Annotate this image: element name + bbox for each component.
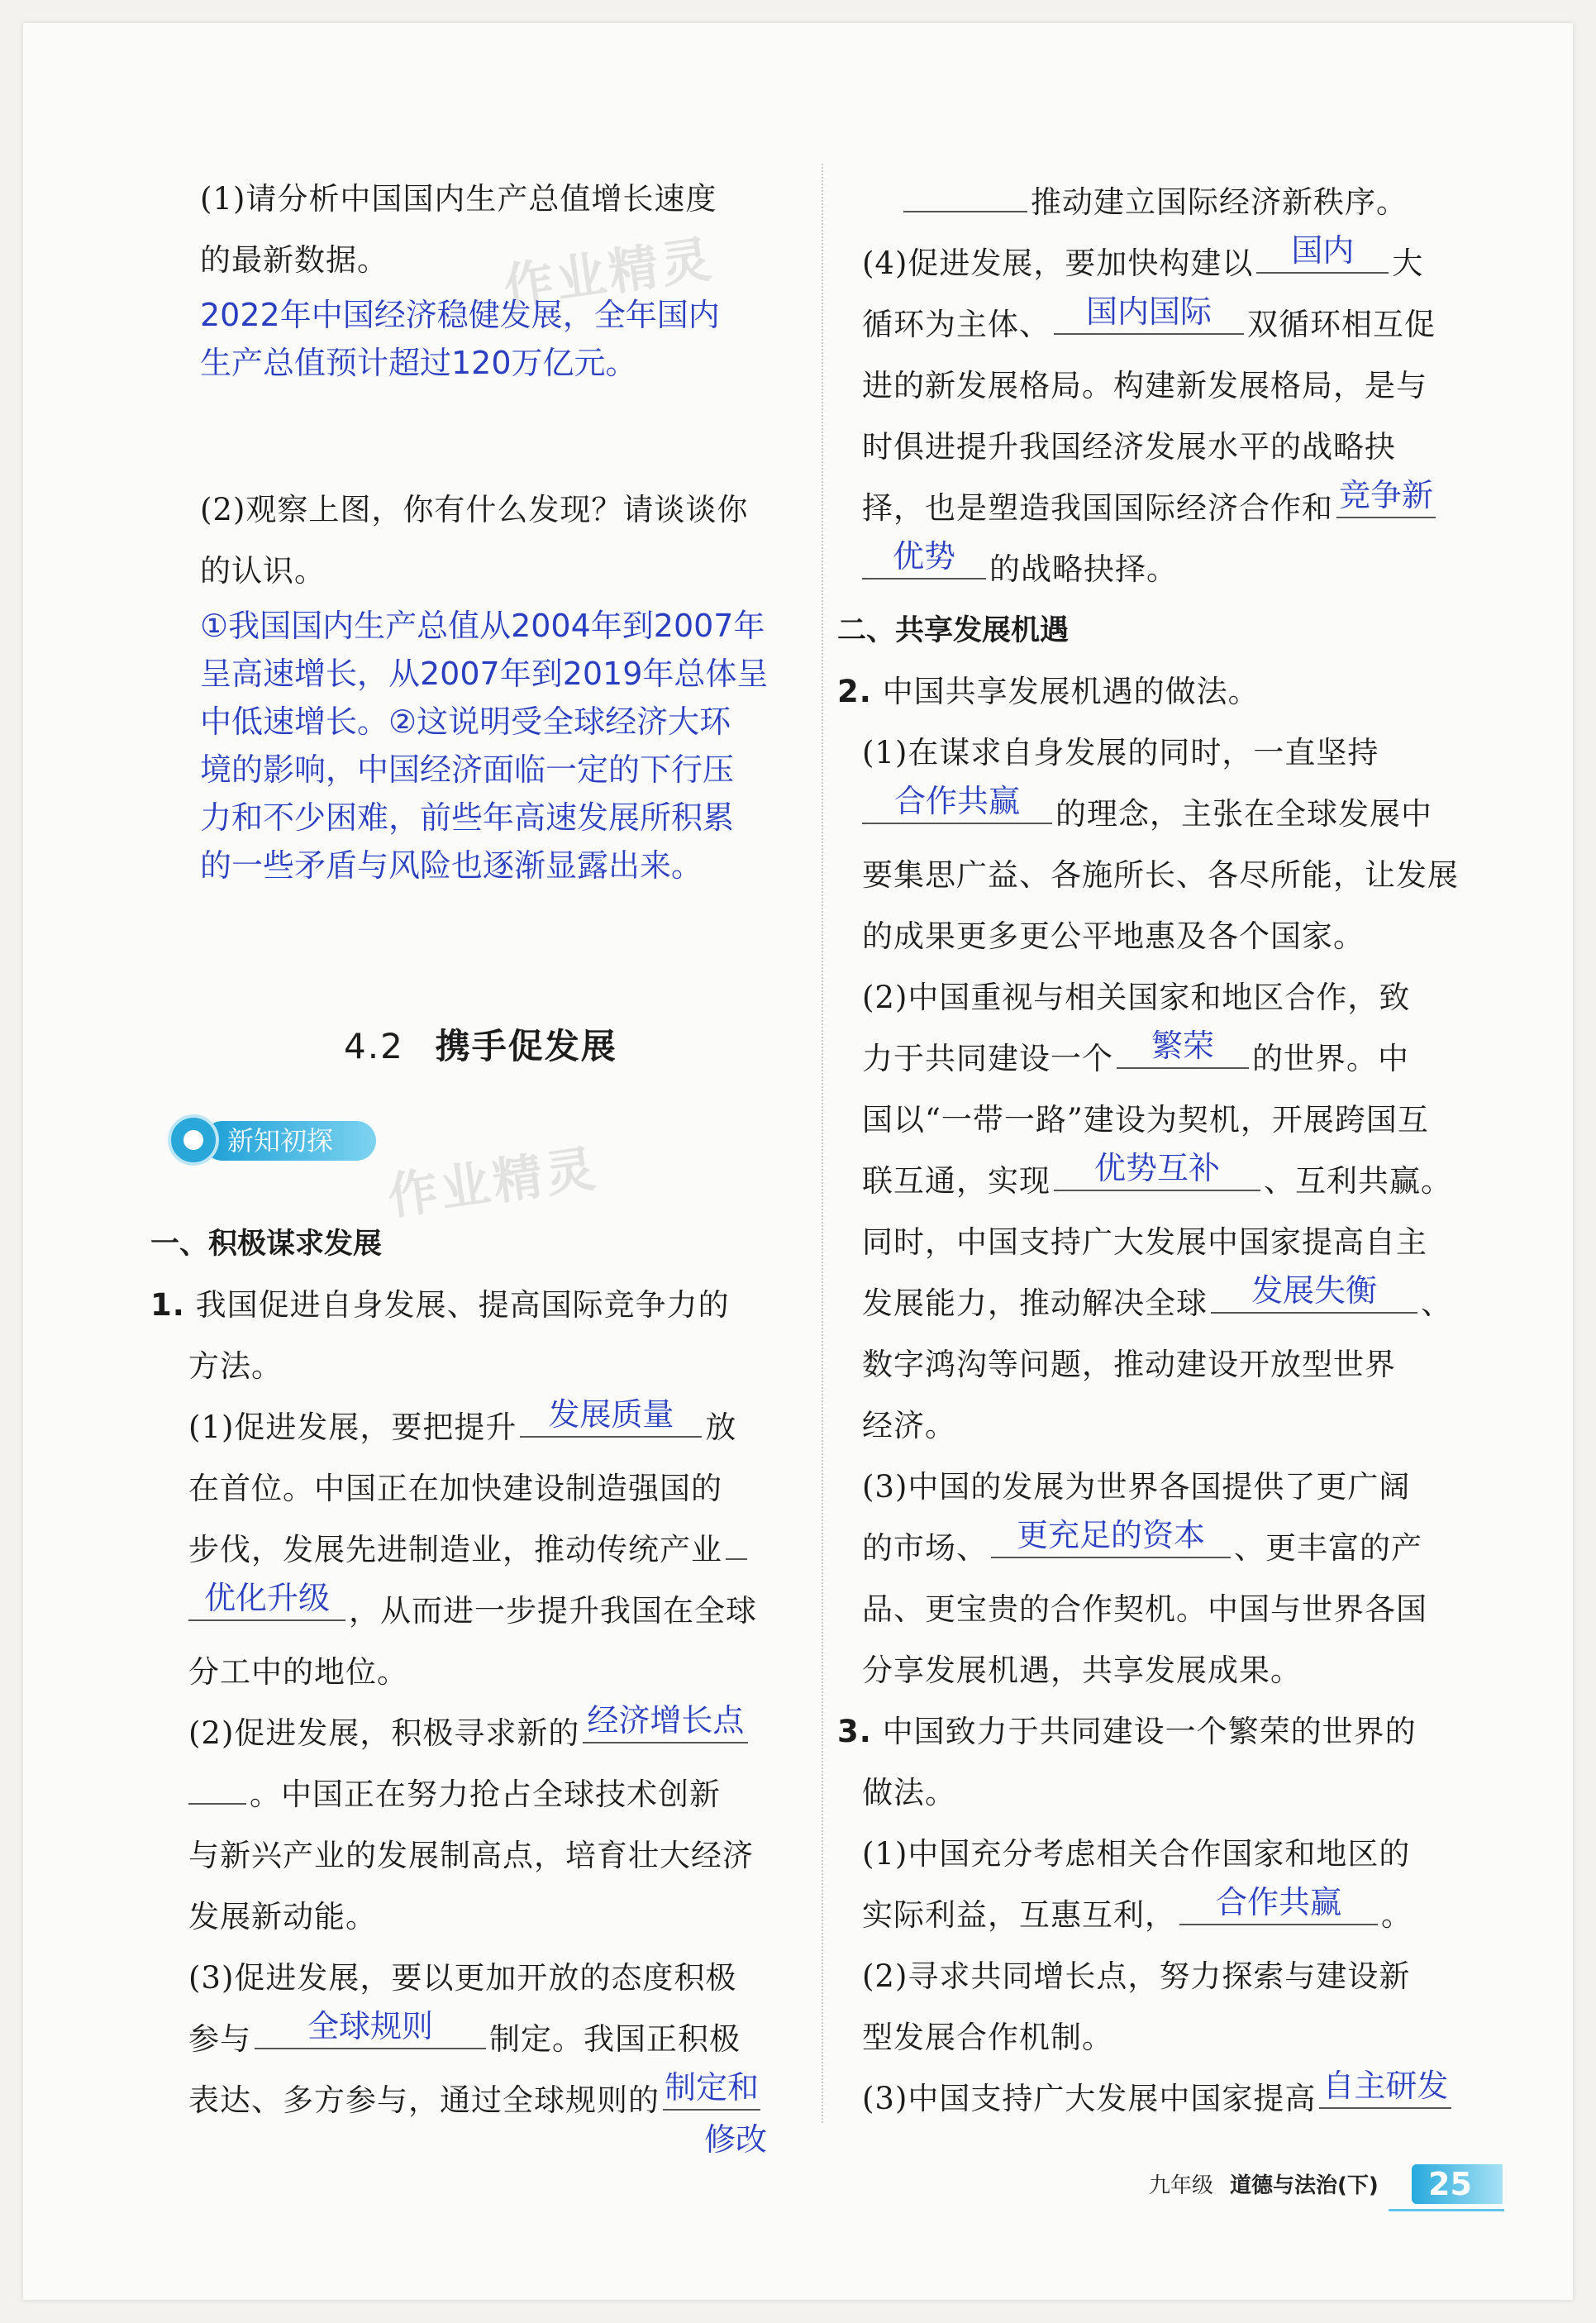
fill-line (150, 1703, 816, 1764)
left-column-lower (150, 1214, 816, 2156)
fill-blank[interactable] (663, 2069, 760, 2111)
fill-text: 推动建立国际经济新秩序。 (1031, 184, 1408, 220)
fill-text: 的战略抉择。 (989, 551, 1178, 587)
fill-line: 做法。 (862, 1775, 956, 1810)
fill-line (862, 1885, 1498, 1946)
fill-line: (2)中国重视与相关国家和地区合作，致 (862, 980, 1411, 1015)
fill-line (150, 2070, 816, 2131)
fill-answer: 优势 (892, 538, 955, 575)
fill-line (862, 1151, 1498, 1212)
left-column (200, 169, 816, 890)
fill-answer: 竞争新 (1338, 477, 1433, 513)
handwritten-answer: 中低速增长。②这说明受全球经济大环 (200, 704, 731, 740)
fill-text: (1)促进发展，要把提升 (188, 1410, 517, 1445)
fill-blank[interactable] (1211, 1272, 1417, 1314)
fill-text: (3)中国支持广大发展中国家提高 (862, 2081, 1317, 2116)
column-divider (822, 164, 823, 2123)
lesson-number: 4.2 (344, 1026, 404, 1066)
item-text: 中国共享发展机遇的做法。 (882, 674, 1260, 709)
fill-answer: 国内国际 (1085, 293, 1212, 330)
fill-line (862, 172, 1498, 233)
fill-line (150, 1764, 816, 1825)
fill-answer: 自主研发 (1322, 2068, 1449, 2104)
handwritten-answer: 生产总值预计超过120万亿元。 (200, 345, 637, 381)
lesson-title (344, 1019, 617, 1069)
fill-line (150, 2009, 816, 2070)
fill-line (150, 1581, 816, 1642)
fill-answer: 繁荣 (1151, 1028, 1214, 1064)
fill-answer: 发展失衡 (1251, 1272, 1377, 1309)
target-icon (168, 1114, 219, 1166)
fill-blank[interactable] (1054, 293, 1244, 335)
fill-text: ，从而进一步提升我国在全球 (349, 1593, 757, 1629)
fill-text: 择，也是塑造我国国际经济合作和 (862, 490, 1333, 526)
fill-line (862, 784, 1498, 845)
fill-answer: 国内 (1291, 232, 1355, 269)
fill-line: (3)中国的发展为世界各国提供了更广阔 (862, 1469, 1411, 1505)
fill-line: 同时，中国支持广大发展中国家提高自主 (862, 1224, 1427, 1260)
new-knowledge-badge (168, 1114, 381, 1166)
fill-answer: 优势互补 (1093, 1150, 1220, 1186)
item-text: 我国促进自身发展、提高国际竞争力的 (195, 1287, 730, 1323)
fill-text: 表达、多方参与，通过全球规则的 (188, 2082, 660, 2118)
fill-line (862, 1028, 1498, 1090)
right-column (837, 172, 1498, 2130)
fill-text: 。 (1381, 1897, 1413, 1933)
handwritten-answer: 修改 (704, 2121, 768, 2158)
footer-rule (1389, 2209, 1504, 2211)
fill-line: 要集思广益、各施所长、各尽所能，让发展 (862, 857, 1459, 893)
fill-line: 在首位。中国正在加快建设制造强国的 (188, 1471, 722, 1506)
fill-blank[interactable] (1054, 1150, 1260, 1191)
item-2-line (837, 661, 1498, 723)
fill-line (862, 478, 1498, 539)
item-number: 1. (150, 1287, 185, 1323)
fill-line: 数字鸿沟等问题，推动建设开放型世界 (862, 1347, 1396, 1382)
fill-answer: 合作共赢 (893, 783, 1020, 819)
fill-line: 分工中的地位。 (188, 1654, 408, 1690)
fill-blank[interactable] (862, 538, 986, 580)
fill-answer: 合作共赢 (1215, 1884, 1341, 1920)
fill-line (150, 1397, 816, 1458)
fill-line (862, 1273, 1498, 1334)
page-number: 25 (1412, 2164, 1503, 2204)
fill-blank[interactable] (862, 783, 1052, 824)
question-1-line: (1)请分析中国国内生产总值增长速度 (200, 181, 717, 217)
fill-text: 、更丰富的产 (1234, 1530, 1422, 1566)
fill-line (862, 233, 1498, 294)
fill-line: 经济。 (862, 1408, 956, 1443)
fill-text: 的理念，主张在全球发展中 (1055, 796, 1432, 832)
item-1-line (150, 1275, 816, 1336)
handwritten-answer: 力和不少困难，前些年高速发展所积累 (200, 799, 735, 836)
question-2-line: (2)观察上图，你有什么发现？请谈谈你 (200, 492, 749, 527)
fill-text: 双循环相互促 (1247, 307, 1436, 342)
fill-blank[interactable] (1336, 477, 1436, 518)
workbook-page (23, 23, 1573, 2300)
fill-line (862, 294, 1498, 355)
footer-grade: 九年级 (1149, 2173, 1214, 2198)
fill-line: (1)中国充分考虑相关合作国家和地区的 (862, 1836, 1411, 1872)
fill-text: 步伐，发展先进制造业，推动传统产业 (188, 1532, 722, 1567)
fill-text: (2)促进发展，积极寻求新的 (188, 1715, 580, 1751)
item-text: 中国致力于共同建设一个繁荣的世界的 (882, 1714, 1417, 1749)
item-1-line: 方法。 (188, 1348, 283, 1384)
fill-line: (2)寻求共同增长点，努力探索与建设新 (862, 1958, 1411, 1994)
fill-line (862, 1518, 1498, 1579)
fill-answer: 全球规则 (307, 2008, 433, 2044)
fill-text: 放 (705, 1410, 737, 1445)
fill-answer: 发展质量 (548, 1396, 674, 1433)
fill-text: 的世界。中 (1252, 1041, 1409, 1076)
section-heading-1: 一、积极谋求发展 (150, 1228, 383, 1261)
fill-blank-start[interactable] (726, 1525, 747, 1560)
item-3-line (837, 1701, 1498, 1763)
badge-label: 新知初探 (202, 1121, 376, 1161)
question-2-line: 的认识。 (200, 553, 326, 589)
fill-line (862, 539, 1498, 600)
fill-blank[interactable] (520, 1396, 702, 1438)
fill-line: (3)促进发展，要以更加开放的态度积极 (188, 1960, 737, 1996)
fill-text: 实际利益，互惠互利， (862, 1897, 1176, 1933)
fill-text: 参与 (188, 2021, 251, 2057)
fill-text: 大 (1392, 246, 1424, 281)
fill-line: (1)在谋求自身发展的同时，一直坚持 (862, 735, 1379, 770)
handwritten-answer: 呈高速增长，从2007年到2019年总体呈 (200, 656, 769, 692)
fill-text: 联互通，实现 (862, 1163, 1051, 1199)
fill-line: 发展新动能。 (188, 1899, 377, 1934)
fill-text: 、互利共赢。 (1264, 1163, 1452, 1199)
fill-blank[interactable] (991, 1517, 1231, 1558)
item-number: 3. (837, 1714, 872, 1749)
fill-answer: 制定和 (664, 2069, 759, 2106)
watermark-top: 作业精灵 (500, 230, 718, 317)
fill-blank[interactable] (583, 1702, 748, 1743)
handwritten-answer: 2022年中国经济稳健发展，全年国内 (200, 297, 720, 333)
section-heading-2: 二、共享发展机遇 (837, 614, 1070, 647)
fill-blank-end[interactable] (188, 1770, 246, 1805)
fill-blank[interactable] (255, 2008, 486, 2049)
fill-line: 国以“一带一路”建设为契机，开展跨国互 (862, 1102, 1429, 1138)
footer-subject: 道德与法治(下) (1230, 2173, 1379, 2198)
handwritten-answer: ①我国国内生产总值从2004年到2007年 (200, 608, 765, 644)
fill-blank[interactable] (1179, 1884, 1378, 1925)
page-footer (1149, 2164, 1496, 2207)
fill-blank[interactable] (188, 1580, 345, 1621)
footer-text (1149, 2171, 1379, 2201)
watermark-mid: 作业精灵 (384, 1139, 603, 1227)
fill-text: 制定。我国正积极 (489, 2021, 741, 2057)
handwritten-answer: 的一些矛盾与风险也逐渐显露出来。 (200, 847, 703, 884)
fill-blank[interactable] (903, 178, 1027, 212)
lesson-name: 携手促发展 (435, 1026, 617, 1066)
item-number: 2. (837, 674, 872, 709)
fill-text: 发展能力，推动解决全球 (862, 1286, 1208, 1321)
fill-answer: 优化升级 (203, 1580, 330, 1616)
question-1-line: 的最新数据。 (200, 242, 388, 278)
fill-line: 与新兴产业的发展制高点，培育壮大经济 (188, 1838, 754, 1873)
fill-text: 、 (1421, 1286, 1452, 1321)
fill-line (150, 1519, 816, 1581)
fill-line (862, 2068, 1498, 2130)
fill-line: 进的新发展格局。构建新发展格局，是与 (862, 368, 1427, 403)
fill-text: 循环为主体、 (862, 307, 1051, 342)
fill-blank[interactable] (1117, 1028, 1249, 1069)
fill-answer: 更充足的资本 (1016, 1517, 1205, 1553)
fill-text: 力于共同建设一个 (862, 1041, 1113, 1076)
fill-line: 时俱进提升我国经济发展水平的战略抉 (862, 429, 1396, 465)
fill-text: 的市场、 (862, 1530, 988, 1566)
fill-line: 品、更宝贵的合作契机。中国与世界各国 (862, 1591, 1427, 1627)
fill-line: 分享发展机遇，共享发展成果。 (862, 1653, 1302, 1688)
handwritten-answer: 境的影响，中国经济面临一定的下行压 (200, 751, 735, 788)
fill-answer: 经济增长点 (587, 1702, 745, 1739)
fill-blank[interactable] (1256, 232, 1389, 274)
fill-text: (4)促进发展，要加快构建以 (862, 246, 1254, 281)
fill-line: 的成果更多更公平地惠及各个国家。 (862, 918, 1365, 954)
fill-line: 型发展合作机制。 (862, 2020, 1113, 2055)
fill-blank[interactable] (1319, 2068, 1451, 2109)
fill-text: 。中国正在努力抢占全球技术创新 (250, 1777, 721, 1812)
